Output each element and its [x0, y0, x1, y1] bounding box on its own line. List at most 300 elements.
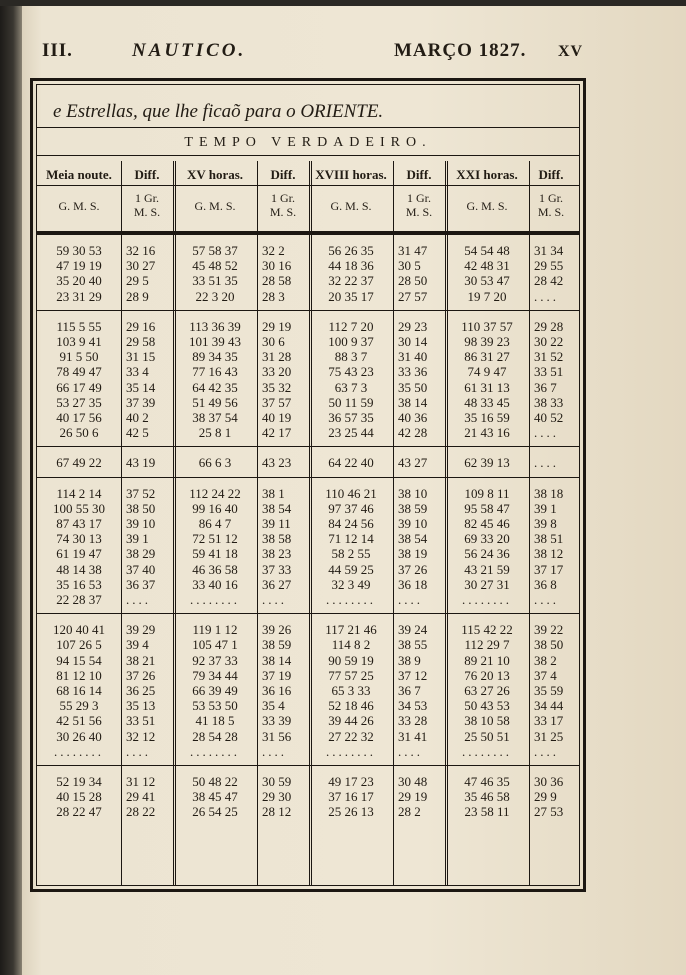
table-cell: 38 18 [534, 485, 564, 501]
column-subheading: 1 Gr. M. S. [269, 191, 297, 219]
table-cell: 31 40 [398, 349, 428, 365]
table-cell: 107 26 5 [56, 637, 102, 653]
table-cell: 28 9 [126, 288, 149, 304]
column-title: Diff. [134, 167, 160, 182]
table-cell: 28 50 [398, 273, 428, 289]
table-cell: 28 22 47 [56, 804, 102, 820]
table-cell: 59 30 53 [56, 243, 102, 258]
table-cell: 81 12 10 [56, 667, 102, 683]
table-cell: 29 41 [126, 789, 156, 805]
table-cell: 39 44 26 [328, 713, 374, 729]
table-cell: 38 37 54 [192, 410, 238, 425]
table-cell: 28 2 [398, 804, 421, 820]
column-subheading: 1 Gr. M. S. [405, 191, 433, 219]
table-cell: 33 17 [534, 713, 564, 729]
running-title: NAUTICO. [132, 40, 247, 61]
tempo-rule [37, 155, 579, 156]
table-cell: 27 22 32 [328, 728, 374, 744]
table-cell: .... [398, 592, 423, 607]
table-cell: 36 27 [262, 576, 292, 592]
table-cell: 28 3 [262, 288, 285, 304]
table-cell: 86 4 7 [198, 516, 232, 531]
table-cell: 35 46 58 [464, 789, 510, 805]
table-cell: 74 9 47 [467, 364, 507, 380]
table-inner-frame [36, 84, 580, 886]
table-cell: 25 50 51 [464, 728, 510, 744]
table-cell: 29 5 [126, 273, 149, 289]
table-cell: 99 16 40 [192, 500, 238, 516]
column-title: Meia noute. [46, 167, 112, 182]
table-cell: 30 14 [398, 334, 428, 349]
month-year-heading: MARÇO 1827. [394, 40, 527, 61]
table-cell: 42 28 [398, 425, 428, 441]
table-cell: 43 23 [262, 455, 292, 471]
table-cell: 109 8 11 [464, 485, 510, 501]
table-cell: 39 8 [534, 516, 557, 531]
table-cell: 119 1 12 [192, 622, 238, 638]
table-cell: 40 15 28 [56, 789, 102, 805]
table-cell: 22 28 37 [56, 592, 102, 607]
table-cell: 42 17 [262, 425, 292, 441]
table-cell: 89 21 10 [464, 652, 510, 668]
table-cell: 38 19 [398, 546, 428, 562]
table-cell: 59 41 18 [192, 546, 238, 562]
table-cell: 26 54 25 [192, 804, 238, 820]
table-cell: .... [126, 743, 151, 759]
table-cell: 51 49 56 [192, 394, 238, 410]
table-cell: 53 53 50 [192, 698, 238, 714]
table-cell: 38 2 [534, 652, 557, 668]
table-cell: 38 59 [262, 637, 292, 653]
table-cell: 66 17 49 [56, 379, 102, 395]
table-cell: 39 22 [534, 622, 564, 638]
table-cell: 56 26 35 [328, 243, 374, 258]
table-cell: 62 39 13 [464, 455, 510, 471]
table-cell: 36 7 [398, 683, 421, 698]
tempo-heading: TEMPO VERDADEIRO. [184, 135, 432, 150]
table-cell: 29 19 [398, 789, 428, 805]
table-cell: 37 33 [262, 561, 292, 577]
table-cell: 84 24 56 [328, 516, 374, 531]
column-title: Diff. [538, 167, 564, 182]
table-cell: 72 51 12 [192, 531, 238, 547]
table-cell: 92 37 33 [192, 652, 238, 668]
header-rule [37, 231, 579, 235]
table-cell: 77 57 25 [328, 667, 374, 683]
table-cell: 33 39 [262, 713, 292, 729]
table-cell: 40 19 [262, 410, 292, 425]
column-subheading: G. M. S. [466, 199, 508, 213]
table-cell: 38 29 [126, 546, 156, 562]
table-cell: 63 27 26 [464, 683, 510, 698]
table-cell: 38 54 [398, 531, 428, 547]
column-subheading: 1 Gr. M. S. [537, 191, 565, 219]
table-cell: 36 25 [126, 683, 156, 698]
table-cell: 113 36 39 [189, 318, 241, 334]
table-cell: 50 43 53 [464, 698, 510, 714]
table-cell: 38 58 [262, 531, 292, 547]
table-cell: 31 47 [398, 243, 428, 258]
table-cell: 40 52 [534, 410, 564, 425]
table-cell: 26 50 6 [59, 425, 99, 441]
table-cell: 33 28 [398, 713, 428, 729]
block-separator [37, 310, 579, 311]
table-frame [30, 78, 586, 892]
table-cell: 29 9 [534, 789, 557, 805]
table-cell: 38 33 [534, 394, 564, 410]
table-cell: 32 22 37 [328, 273, 374, 289]
table-cell: 33 51 35 [192, 273, 238, 289]
column-subheading: G. M. S. [58, 199, 100, 213]
table-subtitle: e Estrellas, que lhe ficaõ para o ORIENTE. [53, 101, 384, 122]
table-cell: 58 2 55 [331, 546, 371, 562]
table-cell: 37 17 [534, 561, 564, 577]
table-cell: 28 42 [534, 273, 564, 289]
table-cell: 25 26 13 [328, 804, 374, 820]
table-cell: 44 18 36 [328, 258, 374, 274]
table-cell: 37 12 [398, 667, 428, 683]
table-cell: 35 14 [126, 379, 156, 395]
table-cell: 71 12 14 [328, 531, 374, 547]
table-cell: 38 10 [398, 485, 428, 501]
table-cell: 120 40 41 [53, 622, 105, 638]
table-cell: 35 16 53 [56, 576, 102, 592]
table-cell: 42 5 [126, 425, 149, 441]
table-cell: 39 26 [262, 622, 292, 638]
table-cell: 27 53 [534, 804, 564, 820]
table-cell: 74 30 13 [56, 531, 102, 547]
table-cell: .... [534, 288, 559, 304]
table-cell: 30 36 [534, 774, 564, 789]
table-cell: 101 39 43 [189, 334, 241, 349]
table-cell: 28 54 28 [192, 728, 238, 744]
table-cell: 33 51 [126, 713, 156, 729]
table-cell: .... [534, 743, 559, 759]
block-separator [37, 765, 579, 766]
table-cell: 38 23 [262, 546, 292, 562]
table-cell: 67 49 22 [56, 455, 102, 471]
table-cell: 29 30 [262, 789, 292, 805]
table-cell: 30 5 [398, 258, 421, 274]
table-cell: 61 31 13 [464, 379, 510, 395]
table-cell: 47 46 35 [464, 774, 510, 789]
table-cell: 89 34 35 [192, 349, 238, 365]
table-cell: 35 4 [262, 698, 285, 714]
block-separator [37, 477, 579, 478]
header-divider [37, 185, 579, 186]
table-cell: 32 3 49 [331, 576, 371, 592]
table-cell: 28 58 [262, 273, 292, 289]
table-cell: 30 53 47 [464, 273, 510, 289]
table-cell: 78 49 47 [56, 364, 102, 380]
table-cell: .... [398, 743, 423, 759]
column-subheading: G. M. S. [194, 199, 236, 213]
table-cell: 25 8 1 [198, 425, 232, 441]
table-cell: 82 45 46 [464, 516, 510, 531]
table-cell: 52 18 46 [328, 698, 374, 714]
table-cell: 31 28 [262, 349, 292, 365]
column-subheading: 1 Gr. M. S. [133, 191, 161, 219]
table-cell: 50 48 22 [192, 774, 238, 789]
column-title: XXI horas. [456, 167, 518, 182]
table-cell: 32 12 [126, 728, 156, 744]
table-cell: 94 15 54 [56, 652, 102, 668]
table-cell: 37 39 [126, 394, 156, 410]
table-cell: 35 16 59 [464, 410, 510, 425]
table-cell: 42 51 56 [56, 713, 102, 729]
table-cell: 110 46 21 [325, 485, 377, 501]
table-cell: 112 24 22 [189, 485, 241, 501]
table-cell: 40 36 [398, 410, 428, 425]
table-cell: 112 7 20 [328, 318, 374, 334]
table-cell: 115 5 55 [56, 318, 102, 334]
table-cell: 47 19 19 [56, 258, 102, 274]
table-cell: 30 22 [534, 334, 564, 349]
table-cell: 37 26 [398, 561, 428, 577]
table-cell: 53 27 35 [56, 394, 102, 410]
table-cell: 28 22 [126, 804, 156, 820]
table-cell: 38 59 [398, 500, 428, 516]
table-cell: 33 20 [262, 364, 292, 380]
table-cell: .... [262, 592, 287, 607]
table-cell: 32 2 [262, 243, 285, 258]
table-cell: 37 26 [126, 667, 156, 683]
table-cell: 38 54 [262, 500, 292, 516]
table-cell: 30 26 40 [56, 728, 102, 744]
table-cell: 38 14 [262, 652, 292, 668]
column-subheading: G. M. S. [330, 199, 372, 213]
table-cell: 30 48 [398, 774, 428, 789]
table-cell: 77 16 43 [192, 364, 238, 380]
table-cell: 115 42 22 [461, 622, 513, 638]
table-cell: 48 33 45 [464, 394, 510, 410]
table-cell: 36 8 [534, 576, 557, 592]
table-cell: 54 54 48 [464, 243, 510, 258]
table-cell: 98 39 23 [464, 334, 510, 349]
table-cell: 38 9 [398, 652, 421, 668]
table-cell: 46 36 58 [192, 561, 238, 577]
subtitle-rule [37, 127, 579, 128]
page-number: XV [558, 43, 584, 60]
table-cell: 38 10 58 [464, 713, 510, 729]
table-cell: 35 13 [126, 698, 156, 714]
table-cell: 68 16 14 [56, 683, 102, 698]
table-cell: 75 43 23 [328, 364, 374, 380]
table-cell: .... [534, 455, 559, 471]
table-cell: 31 15 [126, 349, 156, 365]
table-cell: 39 11 [262, 516, 291, 531]
table-cell: 33 4 [126, 364, 149, 380]
table-cell: 20 35 17 [328, 288, 374, 304]
table-cell: 32 16 [126, 243, 156, 258]
table-cell: 37 4 [534, 667, 557, 683]
table-cell: ........ [462, 592, 512, 607]
table-cell: 41 18 5 [195, 713, 235, 729]
table-cell: 57 58 37 [192, 243, 238, 258]
table-cell: 19 7 20 [467, 288, 507, 304]
table-cell: 38 14 [398, 394, 428, 410]
page-section-number: III. [42, 40, 73, 61]
lunar-distance-table [37, 161, 579, 885]
table-cell: 36 7 [534, 379, 557, 395]
table-cell: 43 19 [126, 455, 156, 471]
table-cell: 36 18 [398, 576, 428, 592]
table-cell: 37 57 [262, 394, 292, 410]
table-cell: 36 37 [126, 576, 156, 592]
table-cell: 29 28 [534, 318, 564, 334]
table-cell: ........ [326, 743, 376, 759]
table-cell: 48 14 38 [56, 561, 102, 577]
table-cell: 38 1 [262, 485, 285, 501]
table-cell: 36 16 [262, 683, 292, 698]
table-cell: 35 59 [534, 683, 564, 698]
table-cell: 39 29 [126, 622, 156, 638]
table-cell: 95 58 47 [464, 500, 510, 516]
table-cell: 65 3 33 [331, 683, 371, 698]
table-cell: 30 6 [262, 334, 285, 349]
table-cell: 37 52 [126, 485, 156, 501]
table-cell: 23 25 44 [328, 425, 374, 441]
table-cell: 43 21 59 [464, 561, 510, 577]
table-cell: 112 29 7 [464, 637, 510, 653]
table-cell: 61 19 47 [56, 546, 102, 562]
table-cell: 29 58 [126, 334, 156, 349]
table-cell: 39 10 [126, 516, 156, 531]
table-cell: ........ [326, 592, 376, 607]
table-cell: 110 37 57 [461, 318, 513, 334]
table-cell: 64 42 35 [192, 379, 238, 395]
table-cell: 35 50 [398, 379, 428, 395]
table-cell: 66 39 49 [192, 683, 238, 698]
table-cell: ........ [54, 743, 104, 759]
table-cell: 30 16 [262, 258, 292, 274]
table-cell: 22 3 20 [195, 288, 235, 304]
table-cell: 31 12 [126, 774, 156, 789]
table-cell: 28 12 [262, 804, 292, 820]
table-cell: 49 17 23 [328, 774, 374, 789]
table-cell: 38 50 [126, 500, 156, 516]
table-cell: 39 10 [398, 516, 428, 531]
table-cell: 35 32 [262, 379, 292, 395]
table-cell: .... [126, 592, 151, 607]
table-cell: 33 51 [534, 364, 564, 380]
table-cell: 43 27 [398, 455, 428, 471]
table-cell: 44 59 25 [328, 561, 374, 577]
table-cell: 29 19 [262, 318, 292, 334]
table-cell: 27 57 [398, 288, 428, 304]
table-cell: 90 59 19 [328, 652, 374, 668]
table-cell: 36 57 35 [328, 410, 374, 425]
table-cell: 64 22 40 [328, 455, 374, 471]
table-cell: 105 47 1 [192, 637, 238, 653]
table-cell: 38 50 [534, 637, 564, 653]
table-cell: 37 40 [126, 561, 156, 577]
table-cell: 63 7 3 [334, 379, 368, 395]
column-title: XV horas. [186, 167, 244, 182]
table-cell: 103 9 41 [56, 334, 102, 349]
table-cell: 31 56 [262, 728, 292, 744]
table-cell: 29 23 [398, 318, 428, 334]
table-cell: 31 34 [534, 243, 564, 258]
table-cell: 39 4 [126, 637, 149, 653]
table-cell: 30 59 [262, 774, 292, 789]
table-cell: 37 19 [262, 667, 292, 683]
table-cell: 39 1 [126, 531, 149, 547]
table-cell: 35 20 40 [56, 273, 102, 289]
table-cell: 30 27 [126, 258, 156, 274]
book-page [22, 6, 686, 975]
table-cell: 76 20 13 [464, 667, 510, 683]
table-cell: 86 31 27 [464, 349, 510, 365]
block-separator [37, 613, 579, 614]
table-cell: .... [534, 425, 559, 441]
table-cell: 38 45 47 [192, 789, 238, 805]
table-cell: 97 37 46 [328, 500, 374, 516]
table-cell: 30 27 31 [464, 576, 510, 592]
table-cell: 56 24 36 [464, 546, 510, 562]
column-title: Diff. [270, 167, 296, 182]
table-cell: 45 48 52 [192, 258, 238, 274]
table-cell: 52 19 34 [56, 774, 102, 789]
table-cell: 37 16 17 [328, 789, 374, 805]
table-cell: 69 33 20 [464, 531, 510, 547]
table-cell: 42 48 31 [464, 258, 510, 274]
table-cell: 117 21 46 [325, 622, 377, 638]
table-cell: 33 40 16 [192, 576, 238, 592]
table-cell: 79 34 44 [192, 667, 238, 683]
book-spine-shadow [0, 6, 22, 975]
table-cell: 114 2 14 [56, 485, 102, 501]
table-cell: 23 31 29 [56, 288, 102, 304]
table-cell: 40 2 [126, 410, 149, 425]
column-title: Diff. [406, 167, 432, 182]
table-cell: 88 3 7 [334, 349, 368, 365]
table-cell: 38 55 [398, 637, 428, 653]
table-cell: 38 21 [126, 652, 156, 668]
table-cell: 33 36 [398, 364, 428, 380]
table-cell: 34 53 [398, 698, 428, 714]
table-cell: 87 43 17 [56, 516, 102, 531]
table-cell: 66 6 3 [198, 455, 232, 471]
table-cell: 39 24 [398, 622, 428, 638]
table-cell: 40 17 56 [56, 410, 102, 425]
table-cell: 34 44 [534, 698, 564, 714]
table-cell: .... [534, 592, 559, 607]
table-cell: 91 5 50 [59, 349, 99, 365]
block-separator [37, 446, 579, 447]
table-cell: 38 51 [534, 531, 564, 547]
table-cell: 31 41 [398, 728, 428, 744]
table-cell: 114 8 2 [331, 637, 371, 653]
table-cell: 100 9 37 [328, 334, 374, 349]
table-cell: .... [262, 743, 287, 759]
table-cell: 23 58 11 [464, 804, 510, 820]
table-cell: 31 25 [534, 728, 564, 744]
table-cell: ........ [190, 743, 240, 759]
table-cell: 29 55 [534, 258, 564, 274]
table-cell: 38 12 [534, 546, 564, 562]
column-title: XVIII horas. [315, 167, 387, 182]
table-cell: 21 43 16 [464, 425, 510, 441]
table-cell: ........ [462, 743, 512, 759]
table-cell: 29 16 [126, 318, 156, 334]
table-cell: 39 1 [534, 500, 557, 516]
table-cell: 100 55 30 [53, 500, 105, 516]
table-cell: 50 11 59 [328, 394, 374, 410]
table-cell: 31 52 [534, 349, 564, 365]
table-cell: ........ [190, 592, 240, 607]
table-cell: 55 29 3 [59, 698, 99, 714]
